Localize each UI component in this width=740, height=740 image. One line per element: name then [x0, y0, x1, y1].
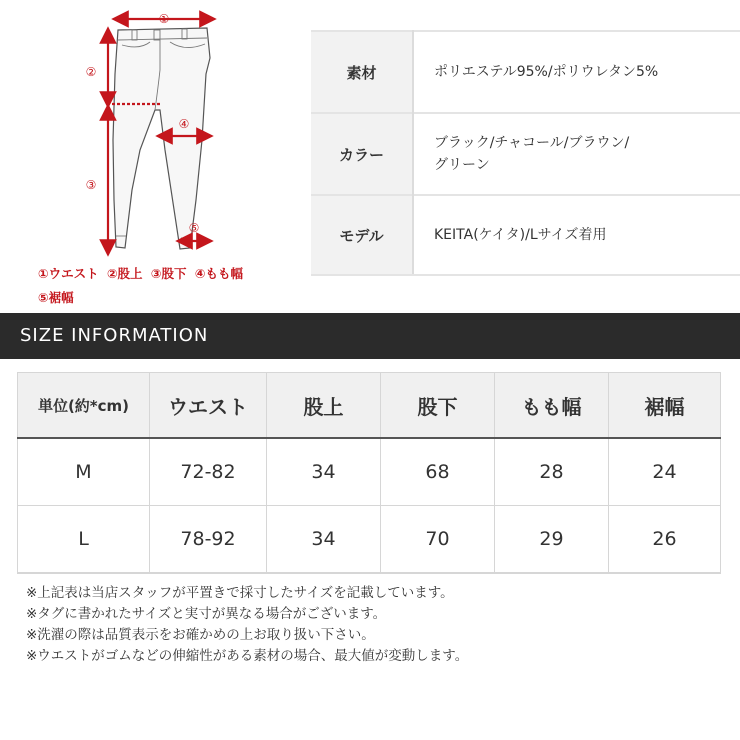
- table-row: [18, 506, 721, 574]
- legend-thigh: ④もも幅: [194, 266, 243, 281]
- spec-value: KEITA(ケイタ)/Lサイズ着用: [413, 195, 740, 275]
- pants-illustration: [0, 0, 300, 262]
- note: ※タグに書かれたサイズと実寸が異なる場合がございます。: [26, 606, 387, 622]
- pants-measurement-diagram: [0, 0, 300, 310]
- size-table-header: [18, 373, 721, 439]
- spec-row-color: [311, 113, 740, 195]
- header-thigh: もも幅: [495, 373, 609, 439]
- cell-hem: 24: [609, 438, 721, 506]
- marker-1: ①: [158, 12, 170, 26]
- section-title: SIZE INFORMATION: [20, 325, 209, 346]
- legend-waist: ①ウエスト: [38, 266, 99, 281]
- spec-row-material: [311, 31, 740, 113]
- cell-rise: 34: [267, 506, 381, 574]
- diagram-legend: [38, 262, 298, 310]
- pants-outline: [113, 28, 210, 249]
- marker-2: ②: [85, 65, 97, 79]
- legend-inseam: ③股下: [150, 266, 187, 281]
- size-label: L: [18, 506, 150, 574]
- note: ※上記表は当店スタッフが平置きで採寸したサイズを記載しています。: [26, 585, 454, 601]
- size-label: M: [18, 438, 150, 506]
- marker-4: ④: [178, 117, 190, 131]
- cell-hem: 26: [609, 506, 721, 574]
- size-table: [17, 372, 721, 574]
- header-waist: ウエスト: [150, 373, 267, 439]
- header-rise: 股上: [267, 373, 381, 439]
- spec-label: 素材: [311, 31, 413, 113]
- legend-hem: ⑤裾幅: [38, 290, 74, 305]
- cell-waist: 72-82: [150, 438, 267, 506]
- cell-rise: 34: [267, 438, 381, 506]
- cell-thigh: 29: [495, 506, 609, 574]
- cell-waist: 78-92: [150, 506, 267, 574]
- size-notes: [26, 583, 726, 667]
- product-spec-table: [311, 30, 740, 276]
- cell-inseam: 70: [381, 506, 495, 574]
- cell-thigh: 28: [495, 438, 609, 506]
- spec-row-model: [311, 195, 740, 275]
- note: ※ウエストがゴムなどの伸縮性がある素材の場合、最大値が変動します。: [26, 648, 469, 664]
- spec-value: ポリエステル95%/ポリウレタン5%: [413, 31, 740, 113]
- header-unit: 単位(約*cm): [18, 373, 150, 439]
- header-inseam: 股下: [381, 373, 495, 439]
- size-information-header: [0, 313, 740, 359]
- marker-5: ⑤: [188, 221, 200, 235]
- spec-label: モデル: [311, 195, 413, 275]
- spec-value: ブラック/チャコール/ブラウン/ グリーン: [413, 113, 740, 195]
- marker-3: ③: [85, 178, 97, 192]
- note: ※洗濯の際は品質表示をお確かめの上お取り扱い下さい。: [26, 627, 375, 643]
- table-row: [18, 438, 721, 506]
- header-hem: 裾幅: [609, 373, 721, 439]
- spec-label: カラー: [311, 113, 413, 195]
- legend-rise: ②股上: [106, 266, 143, 281]
- cell-inseam: 68: [381, 438, 495, 506]
